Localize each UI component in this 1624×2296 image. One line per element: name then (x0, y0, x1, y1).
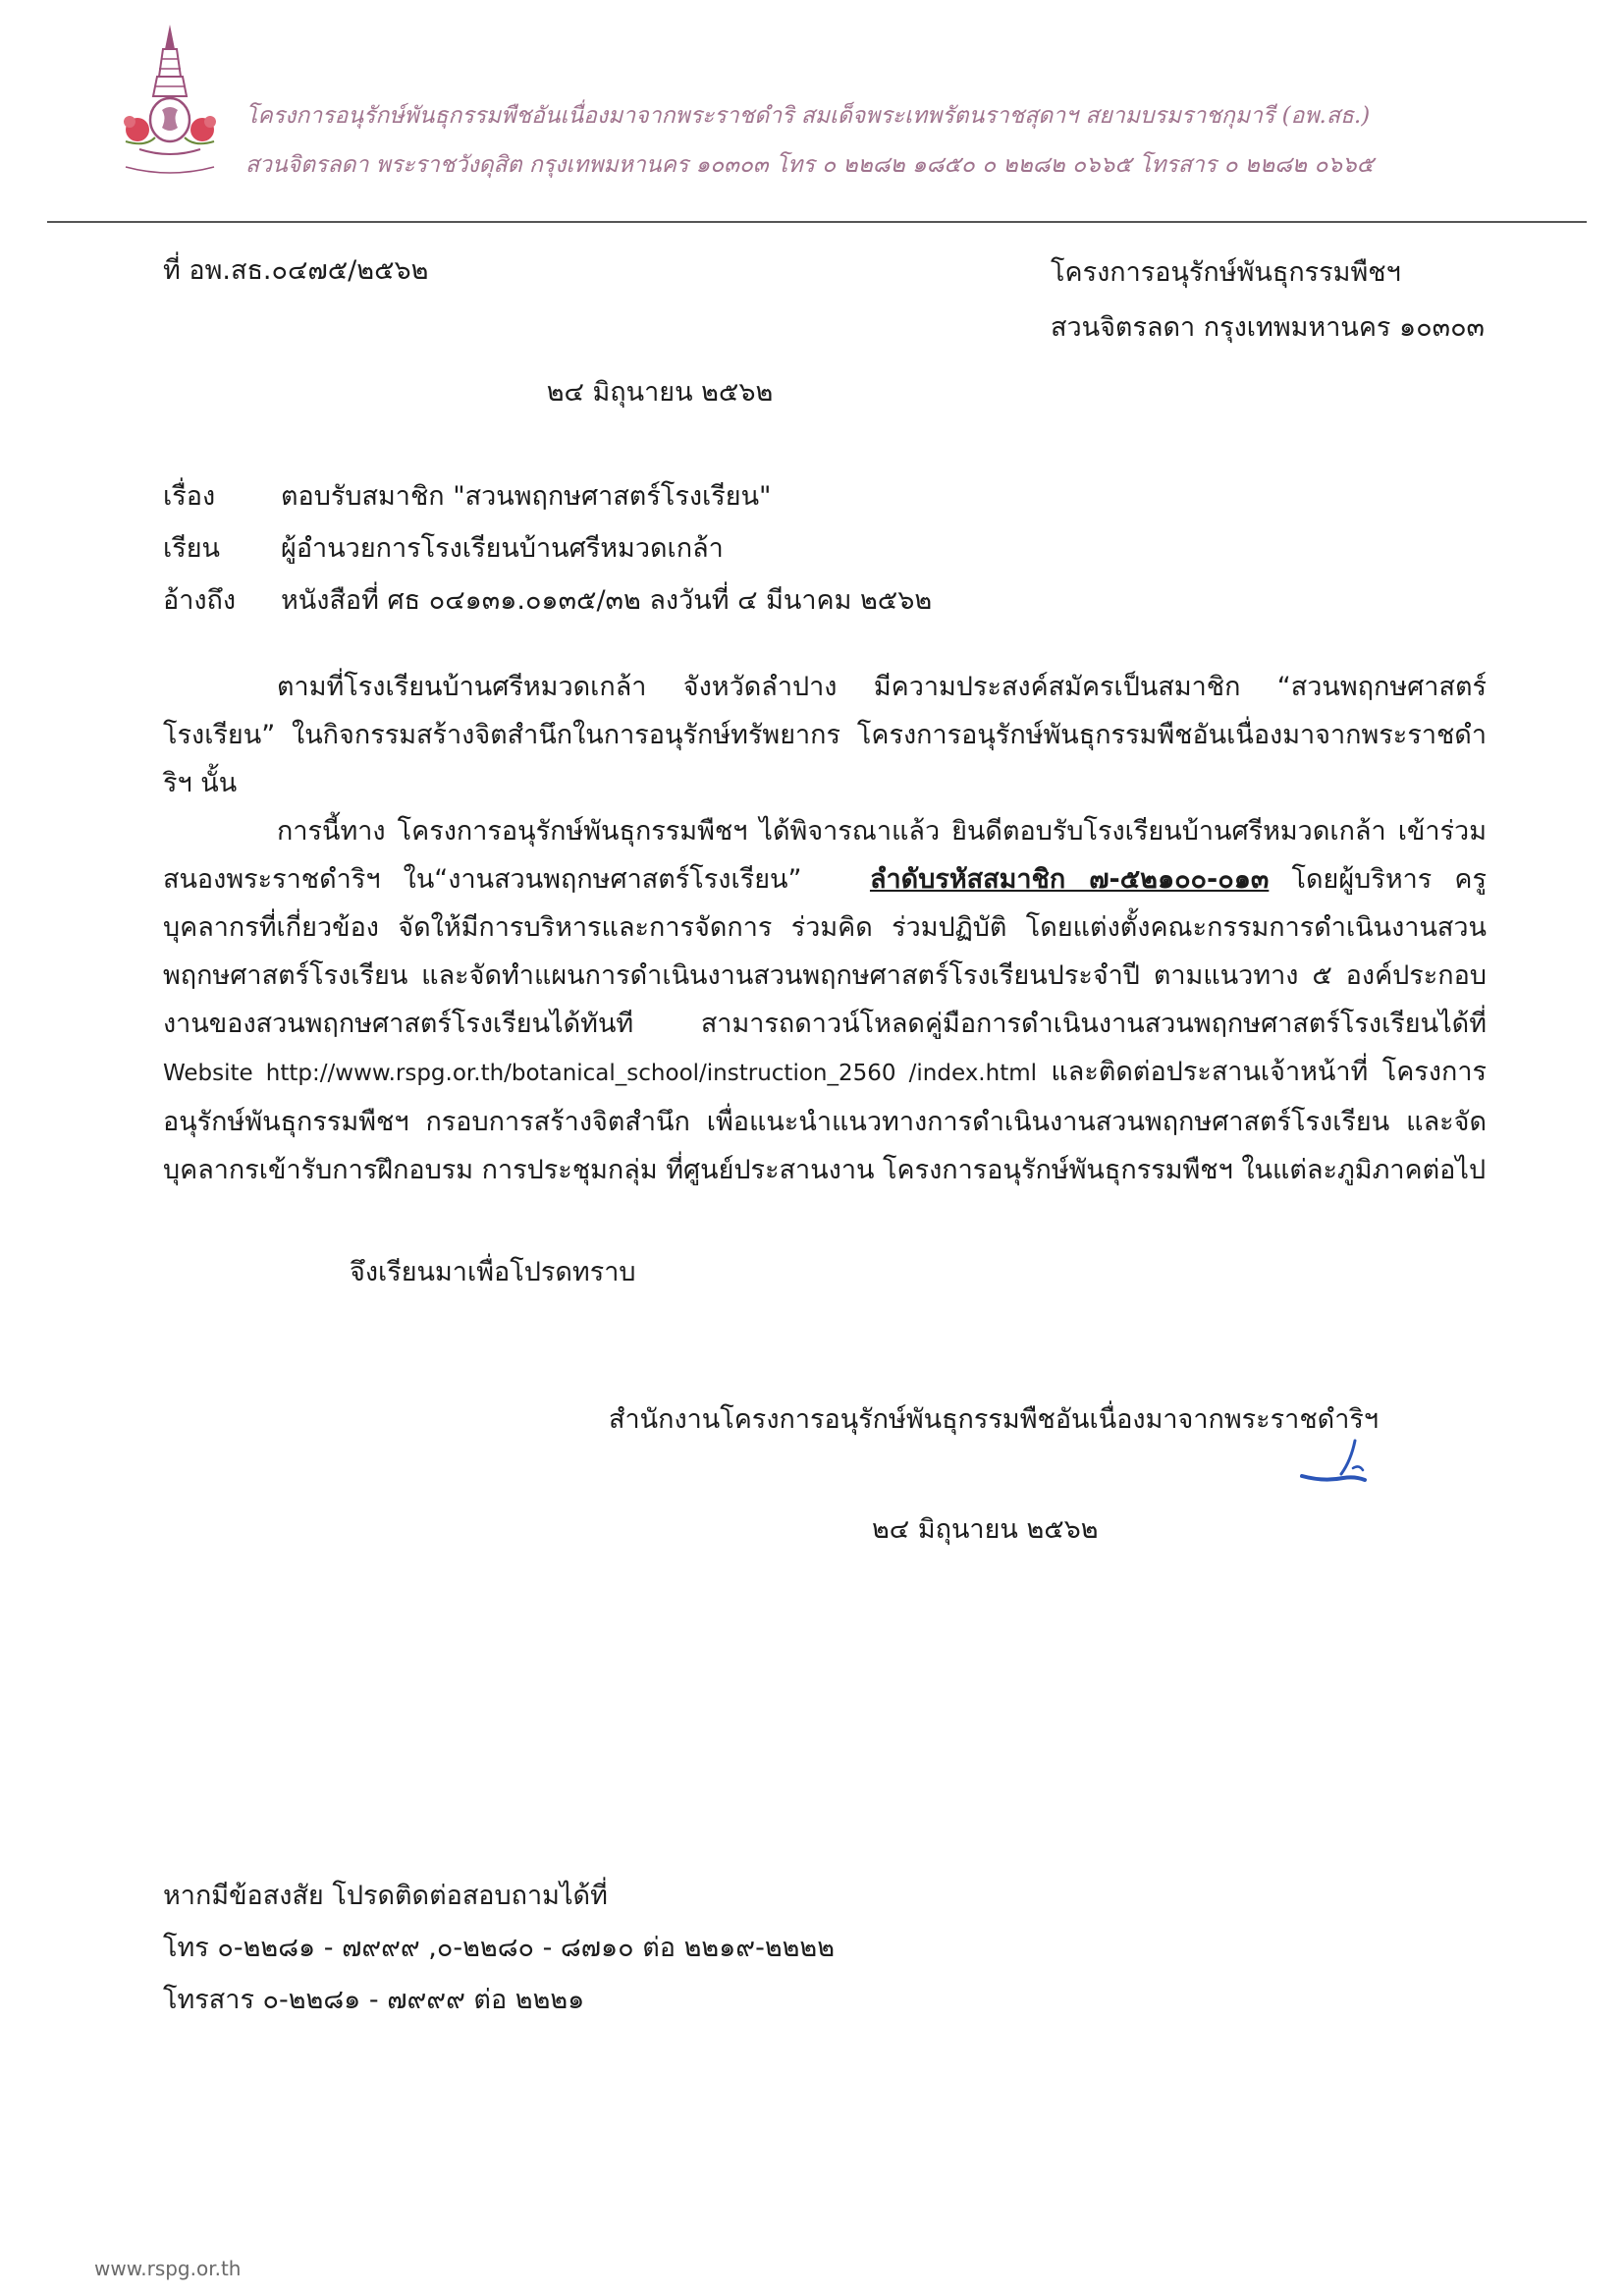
body-paragraph-2-part-c: และติดต่อประสานเจ้าหน้าที่ โครงการอนุรักษ์พันธุกรรมพืชฯ กรอบการสร้างจิตสำนึก เพื่อแนะนำแนวทางการดำเนินงานสวนพฤกษศาสตร์โรงเรียน และจัดบุคลากรเข้ารับการฝึกอบรม การประชุมกลุ่ม ที่ศูนย์ประสานงาน โครงการอนุรักษ์พันธุกรรมพืชฯ ในแต่ละภูมิภาคต่อไป (163, 1057, 1487, 1185)
closing-line: จึงเรียนมาเพื่อโปรดทราบ (350, 1257, 636, 1287)
recipient-label: เรียน (163, 533, 221, 564)
letter-date: ๒๔ มิถุนายน ๒๕๖๒ (546, 377, 774, 408)
signature-mark-icon (1294, 1429, 1392, 1488)
recipient-text: ผู้อำนวยการโรงเรียนบ้านศรีหมวดเกล้า (281, 533, 724, 564)
letterhead-line-1: โครงการอนุรักษ์พันธุกรรมพืชอันเนื่องมาจากพระราชดำริ สมเด็จพระเทพรัตนราชสุดาฯ สยามบรมราชกุมารี (อพ.สธ.) (245, 103, 1371, 129)
subject-text: ตอบรับสมาชิก "สวนพฤกษศาสตร์โรงเรียน" (281, 481, 772, 512)
reference-text: หนังสือที่ ศธ ๐๔๑๓๑.๐๑๓๕/๓๒ ลงวันที่ ๔ มีนาคม ๒๕๖๒ (281, 585, 933, 616)
letter-body (163, 663, 1487, 1194)
body-paragraph-2-part-a: การนี้ทาง โครงการอนุรักษ์พันธุกรรมพืชฯ ได้พิจารณาแล้ว ยินดีตอบรับโรงเรียนบ้านศรีหมวดเกล้า เข้าร่วมสนองพระราชดำริฯ ใน“งานสวนพฤกษศาสตร์โรงเรียน” (163, 816, 1487, 895)
body-paragraph-2 (163, 807, 1487, 1194)
reference-label: อ้างถึง (163, 585, 237, 616)
manual-download-link[interactable]: Website http://www.rspg.or.th/botanical_school/instruction_2560 /index.html (163, 1061, 1038, 1086)
footer-website[interactable]: www.rspg.or.th (94, 2257, 242, 2280)
header-divider (47, 221, 1587, 223)
contact-phone: โทร ๐-๒๒๘๑ - ๗๙๙๙ ,๐-๒๒๘๐ - ๘๗๑๐ ต่อ ๒๒๑๙-๒๒๒๒ (163, 1933, 836, 1963)
letterhead-line-2: สวนจิตรลดา พระราชวังดุสิต กรุงเทพมหานคร ๑๐๓๐๓ โทร ๐ ๒๒๘๒ ๑๘๕๐ ๐ ๒๒๘๒ ๐๖๖๕ โทรสาร ๐ ๒๒๘๒ ๐๖๖๕ (245, 152, 1374, 178)
reference-number: ที่ อพ.สธ.๐๔๗๕/๒๕๖๒ (163, 255, 429, 286)
contact-intro: หากมีข้อสงสัย โปรดติดต่อสอบถามได้ที่ (163, 1881, 608, 1911)
contact-fax: โทรสาร ๐-๒๒๘๑ - ๗๙๙๙ ต่อ ๒๒๒๑ (163, 1985, 585, 2015)
body-paragraph-2-part-b: โดยผู้บริหาร ครู บุคลากรที่เกี่ยวข้อง จัดให้มีการบริหารและการจัดการ ร่วมคิด ร่วมปฏิบัติ โดยแต่งตั้งคณะกรรมการดำเนินงานสวนพฤกษศาสตร์โรงเรียน และจัดทำแผนการดำเนินงานสวนพฤกษศาสตร์โรงเรียนประจำปี ตามแนวทาง ๕ องค์ประกอบงานของสวนพฤกษศาสตร์โรงเรียนได้ทันที สามารถดาวน์โหลดคู่มือการดำเนินงานสวนพฤกษศาสตร์โรงเรียนได้ที่ (163, 864, 1488, 1039)
subject-label: เรื่อง (163, 481, 216, 512)
sender-line-2: สวนจิตรลดา กรุงเทพมหานคร ๑๐๓๐๓ (1051, 312, 1486, 343)
sender-line-1: โครงการอนุรักษ์พันธุกรรมพืชฯ (1051, 257, 1401, 288)
body-paragraph-1: ตามที่โรงเรียนบ้านศรีหมวดเกล้า จังหวัดลำปาง มีความประสงค์สมัครเป็นสมาชิก “สวนพฤกษศาสตร์โรงเรียน” ในกิจกรรมสร้างจิตสำนึกในการอนุรักษ์ทรัพยากร โครงการอนุรักษ์พันธุกรรมพืชอันเนื่องมาจากพระราชดำริฯ นั้น (163, 672, 1487, 798)
royal-crown-emblem-icon (86, 20, 253, 187)
member-code: ลำดับรหัสสมาชิก ๗-๕๒๑๐๐-๐๑๓ (869, 864, 1270, 895)
signature-office: สำนักงานโครงการอนุรักษ์พันธุกรรมพืชอันเนื่องมาจากพระราชดำริฯ (609, 1404, 1380, 1435)
signature-date: ๒๔ มิถุนายน ๒๕๖๒ (872, 1514, 1099, 1545)
